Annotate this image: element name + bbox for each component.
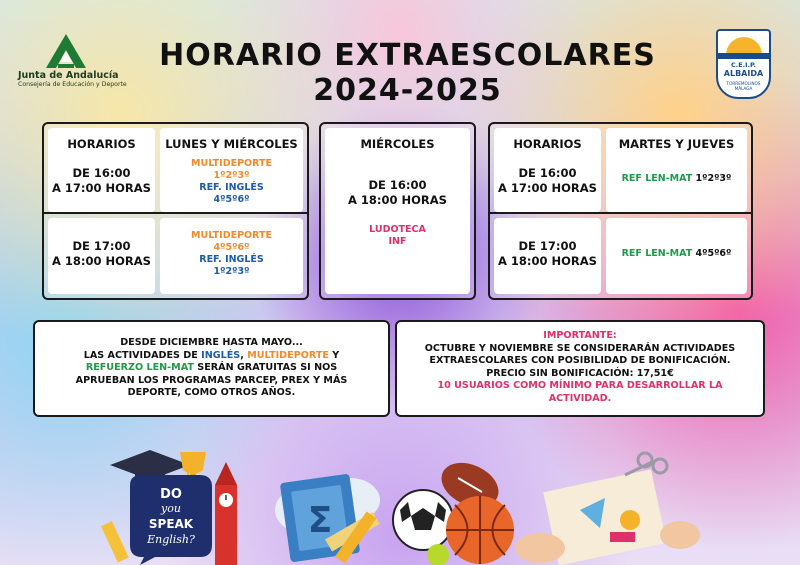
slot2-time-start: DE 17:00 [72, 239, 131, 253]
header-days: LUNES Y MIÉRCOLES [165, 137, 298, 151]
wednesday-time-start: DE 16:00 [368, 178, 427, 192]
slot1-act2-grades: 4º5º6º [213, 194, 250, 205]
schedule-panel-monday-wednesday [42, 122, 309, 300]
info-right-line3: PRECIO SIN BONIFICACIÓN: 17,51€ [486, 367, 674, 379]
tt-row-divider [490, 212, 751, 214]
info-left-line2 [41, 350, 382, 363]
tt-slot2-time-start: DE 17:00 [518, 239, 577, 253]
soccer-ball-icon [393, 490, 453, 550]
tt-slot2-activity [606, 248, 747, 260]
slot1-act1: MULTIDEPORTE [191, 158, 272, 169]
tt-header-horarios-cell [494, 128, 601, 212]
slot2-act2: REF. INGLÉS [199, 254, 264, 265]
info-box-importante [395, 320, 765, 417]
tt-slot2-time-cell [494, 218, 601, 294]
wednesday-time [325, 178, 470, 208]
info-right-important: IMPORTANTE: [543, 330, 617, 341]
school-town [718, 81, 769, 91]
junta-name: Junta de Andalucía [18, 70, 119, 81]
slot2-time-cell [48, 218, 155, 294]
page-title: HORARIO EXTRAESCOLARES 2024-2025 [159, 38, 656, 108]
school-logo [716, 29, 771, 99]
info-left-refuerzo: REFUERZO LEN-MAT [85, 362, 194, 373]
slot2-activities-cell [160, 218, 303, 294]
header-wednesday: MIÉRCOLES [360, 137, 435, 151]
slot1-time-start: DE 16:00 [72, 166, 131, 180]
info-left-comma: , [240, 349, 248, 361]
schedule-panel-wednesday [319, 122, 476, 300]
info-right-line1: OCTUBRE Y NOVIEMBRE SE CONSIDERARÁN ACTIVIDADES [424, 342, 736, 354]
slot1-time [48, 166, 155, 196]
junta-andalucia-icon [44, 32, 88, 70]
bottom-illustration [100, 440, 700, 565]
info-box-gratuitas [33, 320, 390, 417]
slot1-act2: REF. INGLÉS [199, 182, 264, 193]
bubble-line2: you [161, 502, 181, 515]
info-left-l2a: LAS ACTIVIDADES DE [83, 349, 202, 361]
info-left-y: Y [328, 349, 340, 361]
info-left-line5: DEPORTE, COMO OTROS AÑOS. [127, 387, 296, 398]
junta-subtitle: Consejería de Educación y Deporte [18, 81, 127, 88]
bubble-line4: English? [147, 533, 195, 546]
info-left-multideporte: MULTIDEPORTE [247, 349, 329, 361]
big-ben-icon [215, 462, 237, 565]
slot2-time [48, 239, 155, 269]
school-town-2: MÁLAGA [734, 86, 753, 91]
wednesday-cell [325, 128, 470, 294]
header [0, 0, 800, 110]
tt-slot1-act: REF LEN-MAT [621, 173, 693, 184]
speech-bubble-icon [130, 475, 212, 565]
logo-band [718, 53, 769, 59]
bubble-line3: SPEAK [148, 517, 194, 531]
school-town-1: TORREMOLINOS [726, 81, 761, 86]
tennis-ball-icon [427, 544, 449, 565]
bubble-line1: DO [160, 487, 182, 502]
info-right-text [403, 330, 757, 409]
wednesday-activity [325, 224, 470, 248]
info-left-text [41, 337, 382, 409]
info-left-line3 [41, 362, 382, 375]
header-horarios: HORARIOS [67, 137, 136, 151]
wednesday-act: LUDOTECA [369, 224, 426, 235]
tt-slot1-grades: 1º2º3º [695, 173, 732, 184]
header-days-cell [160, 128, 303, 212]
info-left-ingles: INGLÉS [201, 349, 241, 361]
tt-slot2-act: REF LEN-MAT [621, 248, 693, 259]
header-horarios-cell [48, 128, 155, 212]
book-symbol: Σ [307, 500, 333, 541]
tt-header-horarios: HORARIOS [513, 137, 582, 151]
info-right-line4: 10 USUARIOS COMO MÍNIMO PARA DESARROLLAR LA [437, 380, 723, 391]
tt-slot1-activity [606, 173, 747, 185]
schedule-panel-tuesday-thursday [488, 122, 753, 300]
slot2-time-end: A 18:00 HORAS [52, 254, 151, 268]
slot2-act1-grades: 4º5º6º [213, 242, 250, 253]
info-right-line2: EXTRAESCOLARES CON POSIBILIDAD DE BONIFICACIÓN. [429, 355, 731, 366]
tt-header-days: MARTES Y JUEVES [618, 137, 735, 151]
slot1-time-end: A 17:00 HORAS [52, 181, 151, 195]
slot1-activities [160, 158, 303, 206]
tt-slot2-activity-cell [606, 218, 747, 294]
info-left-line4: APRUEBAN LOS PROGRAMAS PARCEP, PREX Y MÁS [75, 374, 348, 386]
wednesday-time-end: A 18:00 HORAS [348, 193, 447, 207]
slot2-act1: MULTIDEPORTE [191, 230, 272, 241]
slot2-act2-grades: 1º2º3º [213, 266, 250, 277]
tt-slot2-time [494, 239, 601, 269]
school-ceip: C.E.I.P. [730, 61, 757, 69]
pencil-icon [101, 521, 129, 562]
info-left-line1: DESDE DICIEMBRE HASTA MAYO... [120, 337, 303, 348]
row-divider [44, 212, 307, 214]
info-left-l3b: SERÁN GRATUITAS SI NOS [193, 362, 338, 373]
tt-slot1-time [494, 166, 601, 196]
slot2-activities [160, 230, 303, 278]
school-name: ALBAIDA [723, 69, 764, 78]
junta-logo [18, 32, 127, 98]
tt-slot2-grades: 4º5º6º [695, 248, 732, 259]
slot1-act1-grades: 1º2º3º [213, 170, 250, 181]
tt-slot1-time-end: A 17:00 HORAS [498, 181, 597, 195]
info-right-line5: ACTIVIDAD. [548, 392, 612, 404]
basketball-icon [446, 496, 514, 564]
tt-slot1-time-start: DE 16:00 [518, 166, 577, 180]
tt-header-days-cell [606, 128, 747, 212]
tt-slot2-time-end: A 18:00 HORAS [498, 254, 597, 268]
wednesday-act-grades: INF [388, 236, 407, 247]
